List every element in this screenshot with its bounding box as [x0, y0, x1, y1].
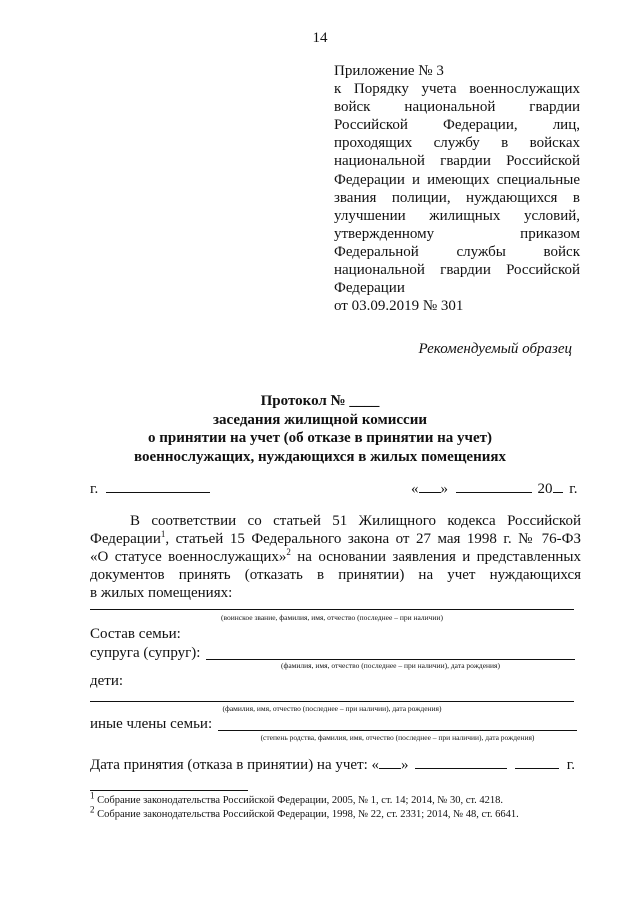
paragraph-line: документов принять (отказать в принятии) на учет нуждающихся [90, 567, 581, 583]
footnote-text: Собрание законодательства Российской Федерации, 1998, № 22, ст. 2331; 2014, № 48, ст. 6641. [94, 809, 519, 820]
city-field [90, 479, 210, 498]
year-suffix: г. [569, 481, 578, 497]
appendix-line: Приложение № 3 [334, 63, 444, 79]
serviceman-blank[interactable] [90, 609, 574, 610]
main-paragraph [90, 512, 581, 602]
footnote-mark: 2 [90, 804, 95, 815]
footnote-ref-2: 2 [286, 547, 291, 557]
other-members-blank[interactable] [218, 730, 577, 731]
year-blank[interactable] [553, 479, 563, 493]
paragraph-text: на основании заявления и представленных [290, 549, 581, 565]
footnote-text: Собрание законодательства Российской Федерации, 2005, № 1, ст. 14; 2014, № 30, ст. 4218. [94, 795, 504, 806]
year-prefix: 20 [537, 481, 553, 497]
date-open-quote: « [411, 481, 419, 497]
paragraph-line: В соответствии со статьей 51 Жилищного кодекса Российской [130, 513, 581, 529]
city-prefix: г. [90, 481, 99, 497]
spouse-blank[interactable] [206, 659, 575, 660]
acceptance-close-quote: » [401, 757, 409, 773]
appendix-line: Федерации и имеющих специальные [334, 171, 580, 188]
children-blank[interactable] [90, 701, 574, 702]
paragraph-line: в жилых помещениях: [90, 585, 233, 601]
footnote-1 [90, 790, 504, 806]
appendix-header [334, 62, 580, 315]
paragraph-line [90, 530, 581, 548]
title-line: о принятии на учет (об отказе в принятии на учет) [148, 430, 492, 446]
appendix-line: от 03.09.2019 № 301 [334, 298, 464, 315]
spouse-label: супруга (супруг): [90, 645, 201, 661]
footnote-ref-1: 1 [160, 529, 166, 539]
other-members-caption: (степень родства, фамилия, имя, отчество (последнее – при наличии), дата рождения) [260, 733, 535, 742]
protocol-title [80, 392, 560, 466]
family-composition-label: Состав семьи: [90, 626, 181, 642]
acceptance-date-field [90, 755, 575, 774]
other-members-label: иные члены семьи: [90, 716, 213, 732]
serviceman-caption: (воинское звание, фамилия, имя, отчество (последнее – при наличии) [221, 613, 443, 622]
date-close-quote: » [440, 481, 448, 497]
acceptance-day-blank[interactable] [379, 755, 401, 769]
paragraph-text: «О статусе военнослужащих» [90, 549, 287, 565]
appendix-line: проходящих службу в войсках [334, 135, 580, 152]
acceptance-month-blank[interactable] [415, 755, 507, 769]
month-blank[interactable] [456, 479, 532, 493]
appendix-line: войск национальной гвардии [334, 99, 580, 116]
appendix-line: улучшении жилищных условий, [334, 207, 580, 224]
spouse-caption: (фамилия, имя, отчество (последнее – при наличии), дата рождения) [280, 661, 501, 670]
day-blank[interactable] [419, 479, 441, 493]
appendix-line: Федерации [334, 280, 405, 297]
paragraph-text: , статьей 15 Федерального закона от 27 мая 1998 г. № 76-ФЗ [165, 531, 581, 547]
appendix-line: Российской Федерации, лиц, [334, 117, 580, 134]
paragraph-line [90, 548, 581, 566]
appendix-line: звания полиции, нуждающихся в [334, 189, 580, 206]
title-line: Протокол № ____ [260, 393, 380, 409]
title-line: заседания жилищной комиссии [213, 411, 427, 428]
page-number: 14 [312, 30, 328, 46]
children-label: дети: [90, 673, 124, 689]
paragraph-text: Федерации [90, 531, 161, 547]
appendix-line: Федеральной службы войск [334, 243, 580, 260]
appendix-line: утвержденному приказом [334, 225, 580, 242]
appendix-line: национальной гвардии Российской [334, 262, 580, 279]
children-caption: (фамилия, имя, отчество (последнее – при наличии), дата рождения) [222, 704, 442, 713]
footnote-2 [90, 804, 519, 820]
recommended-sample-label: Рекомендуемый образец [418, 341, 572, 357]
acceptance-label: Дата принятия (отказа в принятии) на учет: « [90, 757, 380, 773]
city-blank[interactable] [106, 479, 210, 493]
footnote-separator [90, 790, 248, 791]
acceptance-year-blank[interactable] [515, 755, 559, 769]
appendix-line: национальной гвардии Российской [334, 153, 580, 170]
acceptance-year-suffix: г. [566, 757, 576, 773]
footnote-mark: 1 [90, 790, 95, 801]
title-line: военнослужащих, нуждающихся в жилых помещениях [134, 448, 506, 465]
appendix-line: к Порядку учета военнослужащих [334, 81, 580, 98]
date-field [411, 479, 577, 498]
